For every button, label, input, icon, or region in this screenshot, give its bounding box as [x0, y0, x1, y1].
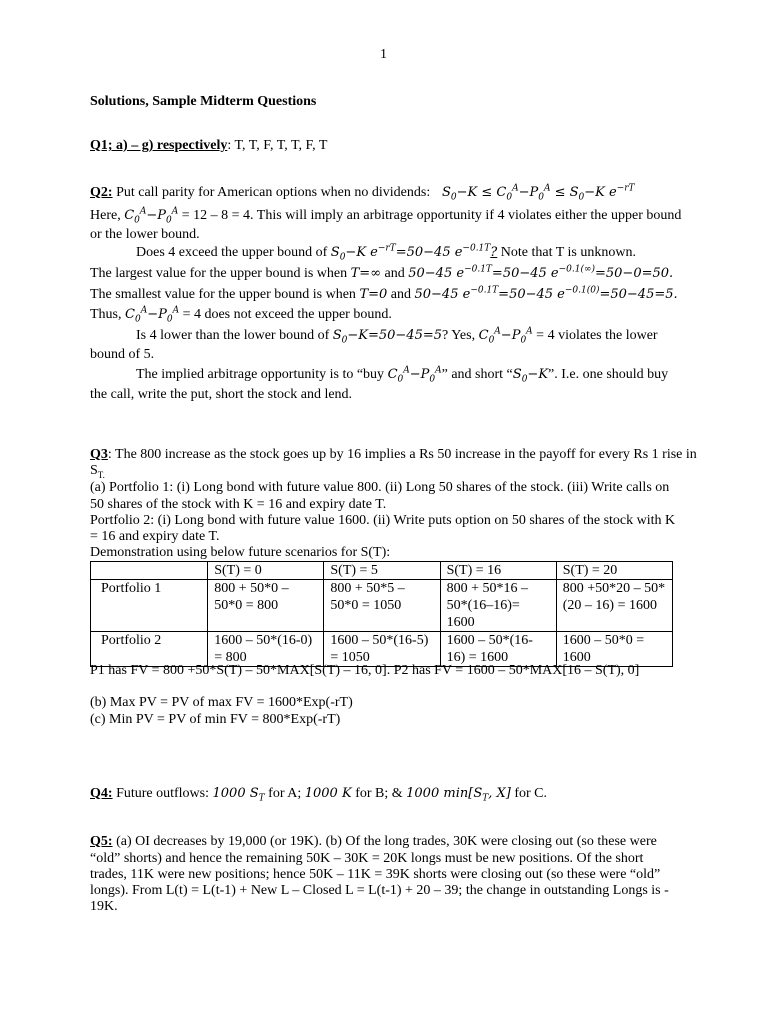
- table-cell: 800 + 50*0 – 50*0 = 800: [208, 580, 324, 632]
- table-header-cell: S(T) = 16: [440, 562, 556, 580]
- q5-line-5: 19K.: [90, 899, 118, 914]
- table-cell: 800 +50*20 – 50*(20 – 16) = 1600: [556, 580, 672, 632]
- q1-line: [90, 137, 327, 155]
- q2-line-3: or the lower bound.: [90, 227, 200, 242]
- q2-text-2a: Here,: [90, 208, 125, 223]
- q2-formula-largest: 50−45 $e^{-0.1T}=50-45$ $e^{-0.1(\infty)}=50-0=50$.: [408, 264, 674, 281]
- q2-line-10: [136, 366, 668, 384]
- q3-line-1: [90, 446, 697, 464]
- q4-label: Q4:: [90, 786, 113, 801]
- q2-formula-cp-4: $C_0^A-P_0^A$: [387, 365, 442, 385]
- q2-formula-sk: $S_0-K$: [512, 367, 549, 385]
- q2-formula-upper: $S_0-K$ $e^{-rT}=50-45$ $e^{-0.1T}$?: [330, 243, 498, 263]
- q4-text-c: for B; &: [351, 786, 407, 801]
- q2-line-5: [90, 265, 673, 283]
- q2-line-7: [90, 306, 392, 324]
- table-header-cell: S(T) = 0: [208, 562, 324, 580]
- q2-text-2b: = 12 – 8 = 4. This will imply an arbitrage opportunity if 4 violates either the upper bound: [178, 208, 682, 223]
- q2-formula-cp-2: $C_0^A-P_0^A$: [125, 305, 180, 325]
- q5-line-3: trades, 11K were new positions; hence 50K – 11K = 39K shorts were closing out (so these were “old”: [90, 867, 661, 882]
- q2-formula-cp: $C_0^A-P_0^A$: [124, 206, 179, 226]
- q2-line-4: [136, 244, 636, 262]
- table-cell: 1600 – 50*0 = 1600: [556, 632, 672, 667]
- q2-formula-tinf: T=∞: [350, 266, 382, 281]
- q3-line-2: [90, 462, 105, 480]
- q5-text-1: (a) OI decreases by 19,000 (or 19K). (b) Of the long trades, 30K were closing out (so these were: [112, 834, 657, 849]
- q3-text-2: S: [90, 463, 98, 478]
- q2-line-9: bound of 5.: [90, 347, 155, 362]
- q3-line-10: (c) Min PV = PV of min FV = 800*Exp(-rT): [90, 712, 341, 727]
- q5-line-2: “old” shorts) and hence the remaining 50K – 30K = 20K longs must be new positions. Of the short: [90, 851, 644, 866]
- q2-formula-lower: $S_0-K=50-45=5$: [332, 328, 443, 346]
- table-header-cell: [91, 562, 208, 580]
- q3-line-5: Portfolio 2: (i) Long bond with future value 1600. (ii) Write puts option on 50 shares of the stock with K: [90, 513, 676, 528]
- table-cell: 1600 – 50*(16-0) = 800: [208, 632, 324, 667]
- q3-line-6: = 16 and expiry date T.: [90, 529, 220, 544]
- table-row: [91, 580, 673, 632]
- q3-text-2-sub: T.: [97, 469, 105, 480]
- table-header-row: [91, 562, 673, 580]
- q3-line-3: (a) Portfolio 1: (i) Long bond with future value 800. (ii) Long 50 shares of the stock. (iii) Write calls on: [90, 480, 670, 495]
- q3-text-1: : The 800 increase as the stock goes up by 16 implies a Rs 50 increase in the payoff for every Rs 1 rise in: [107, 447, 697, 462]
- page-title: Solutions, Sample Midterm Questions: [90, 94, 317, 109]
- table-cell: 1600 – 50*(16-5) = 1050: [324, 632, 440, 667]
- q4-text-d: for C.: [510, 786, 548, 801]
- q5-label: Q5:: [90, 834, 113, 849]
- q2-text-7b: = 4 does not exceed the upper bound.: [179, 307, 392, 322]
- q2-text-10c: ”. I.e. one should buy: [548, 367, 669, 382]
- scenario-table: [90, 561, 673, 667]
- table-header-cell: S(T) = 20: [556, 562, 672, 580]
- q2-formula-tzero: T=0: [359, 287, 388, 302]
- q2-text-8a: Is 4 lower than the lower bound of: [136, 328, 333, 343]
- q2-line-8: [136, 327, 658, 345]
- table-cell: 1600 – 50*(16- 16) = 1600: [440, 632, 556, 667]
- q2-text-4a: Does 4 exceed the upper bound of: [136, 245, 331, 260]
- q2-text-8b: ? Yes,: [442, 328, 479, 343]
- cell-text: Portfolio 1: [101, 581, 162, 596]
- q4-text-b: for A;: [264, 786, 305, 801]
- q5-line-1: [90, 833, 657, 851]
- q4-formula-b: 1000 K: [304, 786, 352, 801]
- q2-formula-cp-3: $C_0^A-P_0^A$: [478, 326, 533, 346]
- q2-text-4b: Note that T is unknown.: [497, 245, 636, 260]
- table-header-cell: S(T) = 5: [324, 562, 440, 580]
- q3-line-9: (b) Max PV = PV of max FV = 1600*Exp(-rT): [90, 695, 353, 710]
- q4-formula-a: 1000 $S_T$: [212, 786, 265, 804]
- q5-line-4: longs). From L(t) = L(t-1) + New L – Closed L = L(t-1) + 20 – 39; the change in outstanding Longs is -: [90, 883, 669, 898]
- q2-text-6a: The smallest value for the upper bound is when: [90, 287, 360, 302]
- q2-text-7a: Thus,: [90, 307, 125, 322]
- q2-text-5b: and: [381, 266, 409, 281]
- q2-text-6b: and: [387, 287, 415, 302]
- cell-text: Portfolio 2: [101, 633, 162, 648]
- table-cell: [91, 580, 208, 632]
- q3-label: Q3: [90, 447, 108, 462]
- q1-answers: : T, T, F, T, T, F, T: [227, 138, 328, 153]
- q2-text-8c: = 4 violates the lower: [532, 328, 658, 343]
- q2-parity-formula: $S_0-K \le C_0^A-P_0^A \le S_0-K$ $e^{-rT}$: [433, 183, 635, 203]
- q2-line-1: [90, 184, 635, 202]
- page-number: 1: [380, 47, 387, 62]
- q1-label: Q1; a) – g) respectively: [90, 138, 228, 153]
- table-cell: 800 + 50*16 – 50*(16–16)= 1600: [440, 580, 556, 632]
- q2-line-2: [90, 207, 681, 225]
- q3-line-7: Demonstration using below future scenarios for S(T):: [90, 545, 391, 560]
- q2-line-6: [90, 286, 678, 304]
- q2-label: Q2:: [90, 185, 113, 200]
- q3-line-4: 50 shares of the stock with K = 16 and expiry date T.: [90, 497, 387, 512]
- q4-text-a: Future outflows:: [112, 786, 213, 801]
- q3-line-8: P1 has FV = 800 +50*S(T) – 50*MAX[S(T) – 16, 0]. P2 has FV = 1600 – 50*MAX[16 – S(T), 0]: [90, 663, 640, 678]
- q2-text-5a: The largest value for the upper bound is when: [90, 266, 351, 281]
- table-cell: 800 + 50*5 – 50*0 = 1050: [324, 580, 440, 632]
- q2-text-10b: ” and short “: [441, 367, 513, 382]
- q2-text-1: Put call parity for American options when no dividends:: [112, 185, 431, 200]
- q2-line-11: the call, write the put, short the stock and lend.: [90, 387, 353, 402]
- q4-formula-c: 1000 $\min[S_T$, X]: [406, 786, 511, 804]
- q2-formula-smallest: 50−45 $e^{-0.1T}=50-45$ $e^{-0.1(0)}=50-45=5$.: [414, 285, 678, 302]
- q4-line: [90, 785, 547, 803]
- q2-text-10a: The implied arbitrage opportunity is to “buy: [136, 367, 388, 382]
